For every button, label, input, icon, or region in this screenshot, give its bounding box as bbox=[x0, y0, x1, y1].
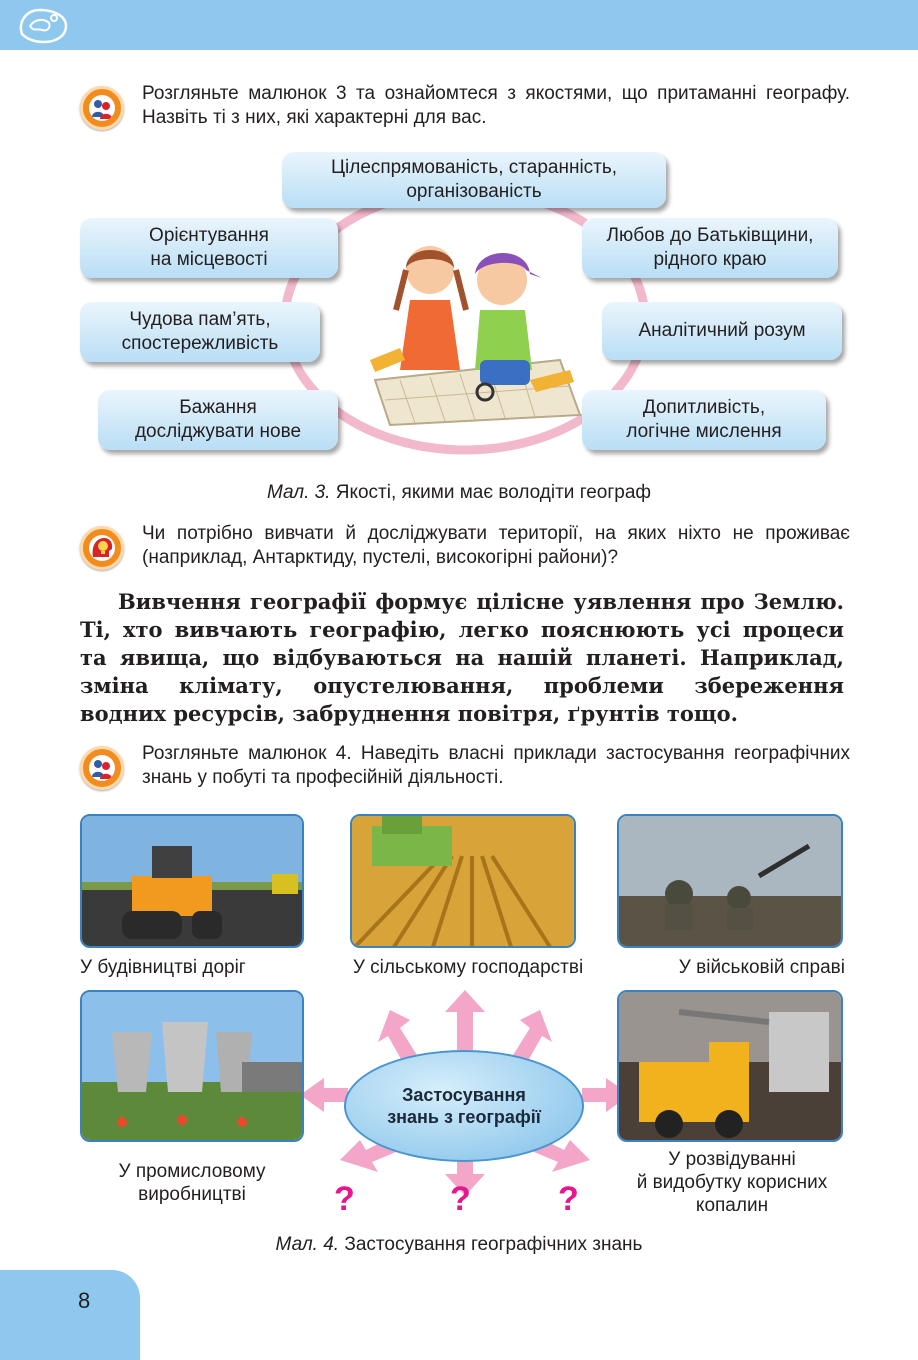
label-agriculture: У сільському господарстві bbox=[352, 957, 584, 978]
task-text: Розгляньте малюнок 4. Наведіть власні приклади застосування географічних знань у побуті та професійній діяльності. bbox=[142, 743, 850, 788]
quality-memory bbox=[80, 302, 320, 362]
qualities-diagram bbox=[80, 150, 850, 470]
caption-text: Застосування географічних знань bbox=[339, 1234, 643, 1255]
quality-purposefulness bbox=[282, 152, 666, 208]
photo-road-construction bbox=[80, 814, 304, 948]
task-text: Розгляньте малюнок 3 та ознайомтеся з якостями, що притаманні географу. Назвіть ті з них, які характерні для вас. bbox=[142, 83, 850, 128]
photo-mining bbox=[617, 990, 843, 1142]
quality-line: організованість bbox=[406, 181, 542, 202]
caption-label: Мал. 4. bbox=[275, 1234, 340, 1255]
quality-line: Допитливість, bbox=[642, 397, 766, 418]
quality-line: логічне мислення bbox=[626, 421, 782, 442]
label-line: копалин bbox=[695, 1195, 769, 1216]
quality-line: Любов до Батьківщини, bbox=[606, 225, 814, 246]
page-number-tab bbox=[0, 1270, 140, 1360]
label-line: й видобутку корисних bbox=[636, 1172, 828, 1193]
caption-text: Якості, якими має володіти географ bbox=[330, 482, 652, 503]
quality-line: на місцевості bbox=[150, 249, 268, 270]
body-paragraph: Вивчення географії формує цілісне уявлення про Землю. Ті, хто вивчають географію, легко пояснюють усі процеси та явища, що відбуваються на нашій планеті. Наприклад, зміна клімату, опустелювання, проблеми збереження водних ресурсів, забруднення повітря, ґрунтів тощо. bbox=[80, 589, 844, 726]
quality-curiosity-new bbox=[98, 390, 338, 450]
figure-4-caption bbox=[0, 1234, 918, 1256]
quality-line: досліджувати нове bbox=[134, 421, 302, 442]
quality-orientation bbox=[80, 218, 338, 278]
label-roads: У будівництві доріг bbox=[80, 957, 246, 978]
caption-label: Мал. 3. bbox=[266, 482, 331, 503]
quality-line: Чудова пам’ять, bbox=[129, 309, 271, 330]
label-industry bbox=[80, 1160, 304, 1206]
quality-line: Цілеспрямованість, старанність, bbox=[330, 157, 618, 178]
label-line: У промисловому bbox=[118, 1161, 266, 1182]
globe-hand-logo bbox=[14, 4, 74, 50]
label-line: У розвідуванні bbox=[668, 1149, 796, 1170]
question-text: Чи потрібно вивчати й досліджувати території, на яких ніхто не проживає (наприклад, Антарктиду, пустелі, високогірні райони)? bbox=[142, 523, 850, 568]
photo-military bbox=[617, 814, 843, 948]
quality-analytical-mind bbox=[602, 302, 842, 360]
header-band bbox=[0, 0, 918, 50]
label-line: виробництві bbox=[138, 1184, 246, 1205]
quality-line: рідного краю bbox=[653, 249, 767, 270]
quality-line: Бажання bbox=[179, 397, 257, 418]
page-number: 8 bbox=[78, 1288, 91, 1313]
question-block bbox=[80, 522, 850, 570]
pair-work-icon bbox=[80, 746, 124, 790]
pair-work-icon bbox=[80, 86, 124, 130]
quality-line: Аналітичний розум bbox=[638, 320, 806, 341]
figure-3-caption bbox=[0, 482, 918, 504]
task-pair-work-2 bbox=[80, 742, 850, 790]
label-military: У військовій справі bbox=[678, 957, 845, 978]
question-mark: ? bbox=[450, 1180, 471, 1218]
label-mining bbox=[610, 1148, 854, 1217]
hub-line: Застосування bbox=[402, 1085, 526, 1105]
question-mark: ? bbox=[334, 1180, 355, 1218]
lightbulb-head-icon bbox=[80, 526, 124, 570]
task-pair-work-1 bbox=[80, 82, 850, 130]
children-map-illustration bbox=[360, 230, 590, 430]
question-mark: ? bbox=[558, 1180, 579, 1218]
geography-applications-hub bbox=[344, 1050, 584, 1162]
photo-agriculture bbox=[350, 814, 576, 948]
quality-love-homeland bbox=[582, 218, 838, 278]
quality-line: Орієнтування bbox=[149, 225, 269, 246]
hub-line: знань з географії bbox=[387, 1107, 541, 1127]
quality-logical-thinking bbox=[582, 390, 826, 450]
quality-line: спостережливість bbox=[121, 333, 279, 354]
photo-industry bbox=[80, 990, 304, 1142]
